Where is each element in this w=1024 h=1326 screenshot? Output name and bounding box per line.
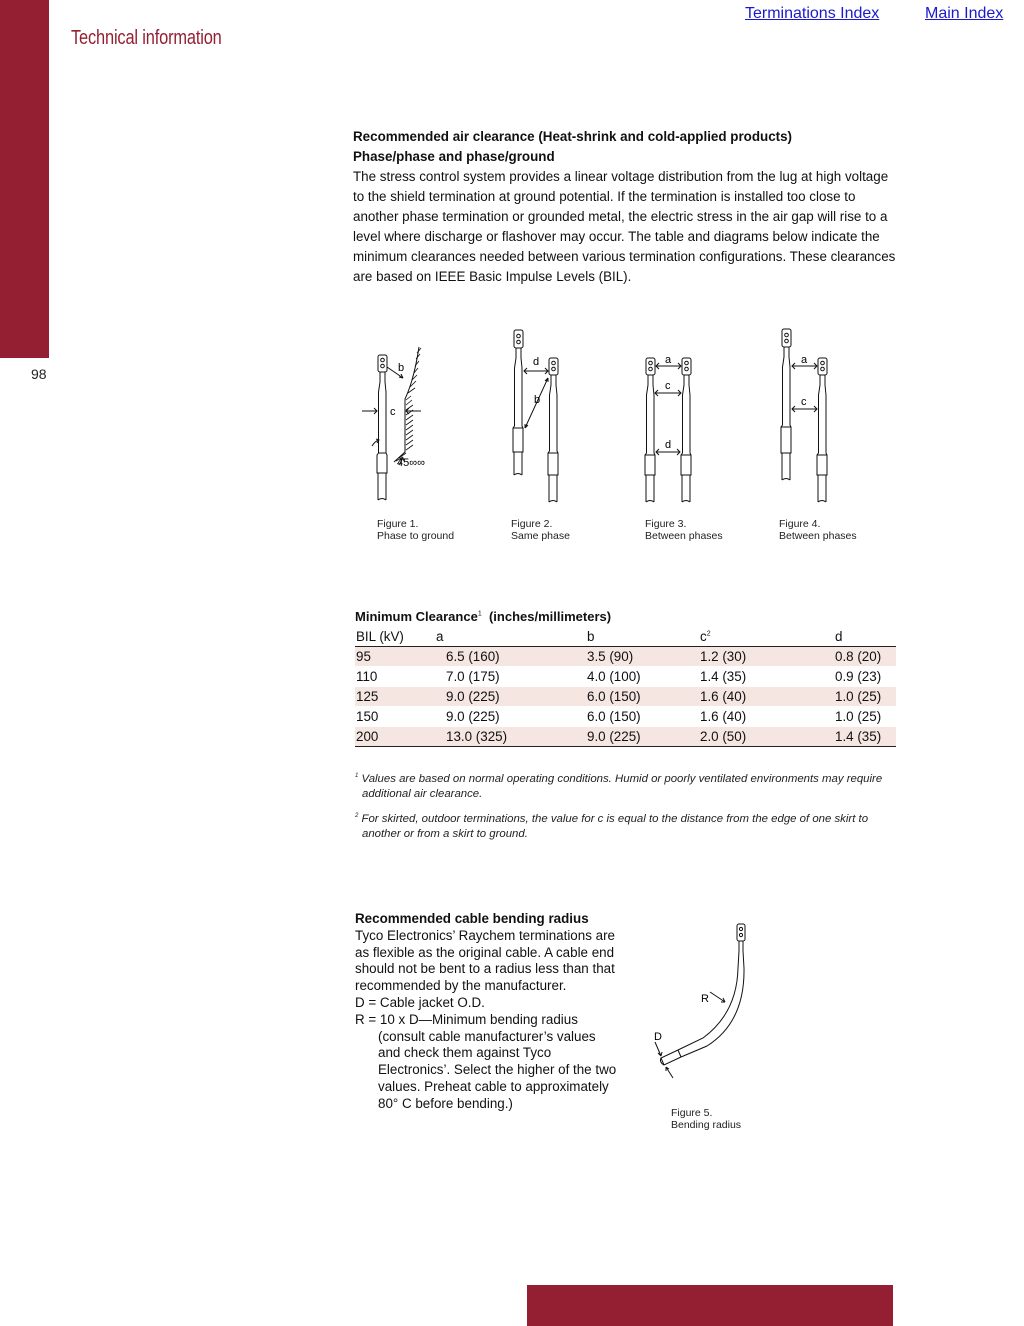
figure-4-label-c: c [801, 396, 807, 408]
footnote-2: $^2$ For skirted, outdoor terminations, the value for c is equal to the distance from the edge of one skirt to another or from a skirt to ground. [355, 812, 869, 840]
definition-d: D = Cable jacket O.D. [355, 994, 485, 1010]
bending-heading: Recommended cable bending radius [355, 911, 589, 926]
bending-body: Tyco Electronics’ Raychem terminations are as flexible as the original cable. A cable end should not be bent to a radius less than that recommended by the manufacturer. [355, 927, 615, 994]
col-header-a: a [436, 627, 587, 647]
col-header-b: b [587, 627, 700, 647]
figure-1-label-c: c [390, 406, 396, 418]
footnote-1: $^1$ Values are based on normal operating conditions. Humid or poorly ventilated environments may require additional air clearance. [355, 772, 883, 800]
figure-2 [493, 325, 623, 545]
table-row: 200 13.0 (325) 9.0 (225) 2.0 (50) 1.4 (35) [355, 727, 896, 747]
page-number: 98 [31, 366, 47, 382]
figure-3 [627, 325, 757, 545]
figure-3-label-c: c [665, 380, 671, 392]
table-row: 95 6.5 (160) 3.5 (90) 1.2 (30) 0.8 (20) [355, 647, 896, 667]
clearance-table-section [355, 609, 896, 747]
figure-5-caption: Figure 5. Bending radius [671, 1107, 742, 1131]
col-header-c: $c^2$ [700, 627, 835, 647]
intro-section [353, 127, 898, 287]
side-accent-bar [0, 0, 49, 358]
footer-accent-bar [527, 1285, 893, 1326]
table-footnotes [355, 769, 900, 849]
figure-4-caption: Figure 4. Between phases [779, 518, 857, 542]
clearance-table [355, 627, 896, 747]
table-row: 150 9.0 (225) 6.0 (150) 1.6 (40) 1.0 (25) [355, 707, 896, 727]
figure-4-label-a: a [801, 354, 808, 366]
terminations-index-link[interactable]: Terminations Index [745, 5, 880, 22]
table-title: Minimum Clearance$^1$ (inches/millimeters) [355, 609, 612, 624]
figure-2-label-b: b [534, 394, 541, 406]
main-index-link[interactable]: Main Index [925, 5, 1004, 22]
figure-2-label-d: d [533, 356, 540, 368]
figure-1-label-b: b [398, 362, 405, 374]
phase-to-ground-diagram-icon [359, 325, 489, 515]
figure-3-label-d: d [665, 439, 672, 451]
intro-subheading: Phase/phase and phase/ground [353, 149, 555, 164]
figure-1-caption: Figure 1. Phase to ground [377, 518, 455, 542]
between-phases-diagram-icon [627, 325, 757, 515]
intro-body: The stress control system provides a linear voltage distribution from the lug at high voltage to the shield termination at ground potential. If the termination is installed too close to another phase termination or grounded metal, the electric stress in the air gap will rise to a level where discharge or flashover may occur. The table and diagrams below indicate the minimum clearances needed between various termination configurations. These clearances are based on IEEE Basic Impulse Levels (BIL). [353, 169, 896, 284]
figure-1-label-angle: 45∞∞ [397, 457, 425, 469]
col-header-d: d [835, 627, 896, 647]
figure-5-label-d: D [654, 1031, 662, 1043]
table-row: 125 9.0 (225) 6.0 (150) 1.6 (40) 1.0 (25) [355, 687, 896, 707]
bending-radius-section [355, 911, 620, 1113]
section-title: Technical information [71, 27, 222, 49]
between-phases-offset-diagram-icon [761, 325, 891, 515]
figure-3-label-a: a [665, 354, 672, 366]
figure-1 [359, 325, 489, 545]
figure-5-label-r: R [701, 993, 709, 1005]
col-header-bil: BIL (kV) [355, 627, 436, 647]
figure-5 [645, 918, 785, 1138]
figure-2-caption: Figure 2. Same phase [511, 518, 570, 542]
figure-4 [761, 325, 891, 545]
intro-heading: Recommended air clearance (Heat-shrink and cold-applied products) [353, 129, 793, 144]
table-row: 110 7.0 (175) 4.0 (100) 1.4 (35) 0.9 (23) [355, 667, 896, 687]
table-header-row [355, 627, 896, 647]
definition-r: R = 10 x D—Minimum bending radius (consult cable manufacturer’s values and check them against Tyco Electronics’. Select the higher of the two values. Preheat cable to approximately 80° C before bending.) [355, 1011, 617, 1111]
bending-radius-diagram-icon [645, 918, 785, 1103]
figure-3-caption: Figure 3. Between phases [645, 518, 723, 542]
same-phase-diagram-icon [493, 325, 623, 515]
